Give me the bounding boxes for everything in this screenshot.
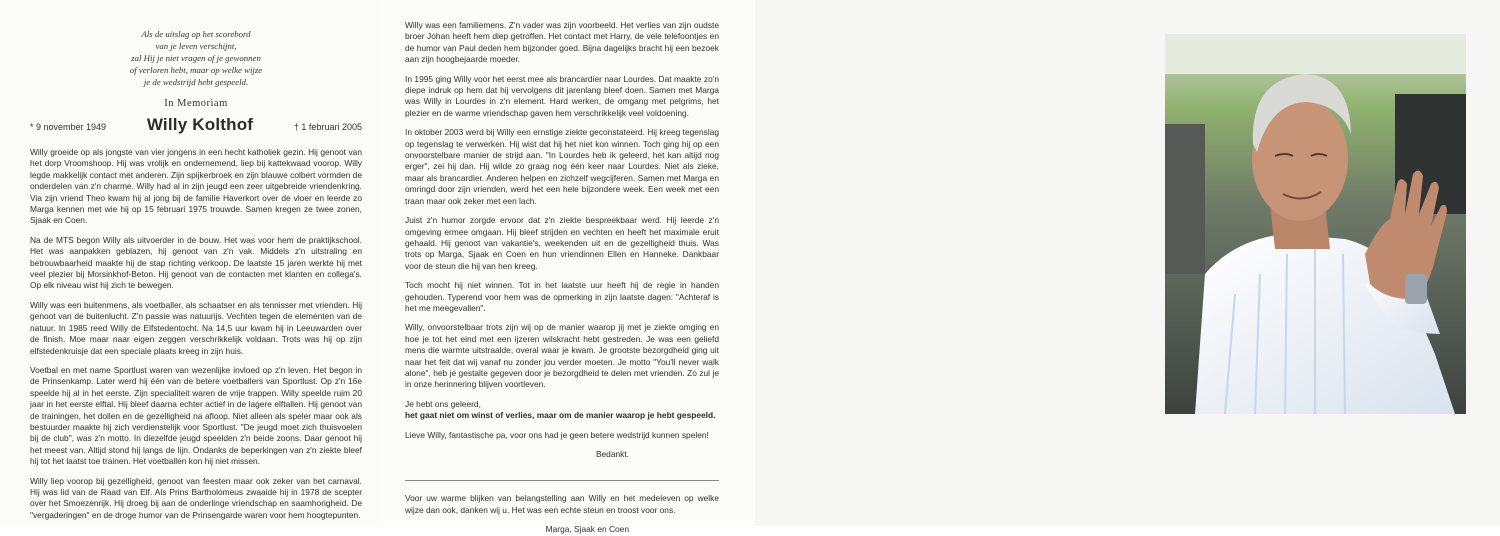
biography-paragraph: Voetbal en met name Sportlust waren van wezenlijke invloed op z'n leven. Het begon in de Prinsenkamp. Later werd hij één van de betere voetballers van Sportlust. Op z'n 16e speelde hij al in het eerste. Zijn specialiteit waren de vrije trappen. Willy speelde ruim 20 jaar in het eerste elftal. Hij bleef daarna echter actief in de lagere elftallen. Hij genoot van de trainingen, het dollen en de gezelligheid na afloop. Niet alleen als speler maar ook als bestuurder maakte hij zich verdienstelijk voor Sportlust. "De jeugd moet zich thuisvoelen bij de club", was z'n motto. In diezelfde jeugd speelden z'n beide zoons. Daar genoot hij het meest van. Altijd stond hij langs de lijn. Ondanks de beperkingen van z'n ziekte bleef hij tot het laatst toe trainen. Het voetballen kon hij niet missen. [30, 364, 362, 467]
poem-line: van je leven verschijnt, [155, 41, 237, 51]
poem [30, 28, 362, 88]
portrait-photo [1165, 34, 1466, 414]
photo-page [755, 0, 1500, 526]
biography-paragraph: Na de MTS begon Willy als uitvoerder in de bouw. Het was voor hem de praktijkschool. Het was aanpakken geblazen, hij genoot van z'n vak. Middels z'n uitstraling en betrouwbaarheid maakte hij de stap richting verkoop. De laatste 15 jaren werkte hij met veel plezier bij Morsinkhof-Beton. Hij genoot van de contacten met klanten en collega's. Op elk niveau wist hij zich te bewegen. [30, 234, 362, 291]
biography-paragraph: Willy, onvoorstelbaar trots zijn wij op de manier waarop jij met je ziekte omging en hoe je tot het eind met een ijzeren wilskracht hebt gestreden. Je was een geliefd mens die warmte uitstraalde, overal waar je kwam. Je grootste bezorgdheid ging uit naar het feit dat wij vanaf nu zonder jou verder moeten. Je motto "You'll never walk alone", heb je gestalte gegeven door je bezorgdheid te delen met vrienden. Zo zul je in onze herinnering blijven voortleven. [405, 322, 719, 390]
poem-line: zal Hij je niet vragen of je gewonnen [131, 53, 261, 63]
poem-line: je de wedstrijd hebt gespeeld. [143, 77, 249, 87]
family-signature: Marga, Sjaak en Coen [545, 524, 629, 535]
left-page [0, 0, 378, 526]
name-row [30, 115, 362, 135]
closing-line: Lieve Willy, fantastische pa, voor ons had je geen betere wedstrijd kunnen spelen! [405, 429, 709, 440]
middle-page [378, 0, 755, 535]
poem-line: Als de uitslag op het scorebord [141, 29, 251, 39]
in-memoriam-heading: In Memoriam [164, 98, 228, 109]
taught-line: Je hebt ons geleerd, [405, 398, 481, 409]
deceased-name: Willy Kolthof [146, 115, 254, 134]
biography-paragraph: Willy was een buitenmens, als voetballer, als schaatser en als tennisser met vrienden. Hij genoot van de buitenlucht. Z'n passie was natuurijs. Vechten tegen de elementen van de natuur. In 1985 reed Willy de Elfstedentocht. Na 14,5 uur kwam hij in Leeuwarden over de finish. Moe maar naar eigen zeggen verschrikkelijk voldaan. Trots was hij op zijn elfstedenkruisje dat een speciale plaats kreeg in zijn huis. [30, 299, 362, 356]
birth-date: * 9 november 1949 [30, 122, 107, 132]
motto-line: het gaat niet om winst of verlies, maar om de manier waarop je hebt gespeeld. [405, 410, 716, 421]
biography-paragraph: In 1995 ging Willy voor het eerst mee als brancardier naar Lourdes. Dat maakte zo'n diepe indruk op hem dat hij vervolgens dit jarenlang bleef doen. Samen met Marga was Willy in Lourdes in z'n element. Hard werken, de omgang met pelgrims, het plezier en de warme vriendschap gaven hem verschrikkelijk veel voldoening. [405, 73, 719, 118]
biography-paragraph: Willy liep voorop bij gezelligheid, genoot van feesten maar ook zeker van het carnaval. Hij was lid van de Raad van Elf. Als Prins Bartholomeus zwaaide hij in 1978 de scepter over het Smoezenrijk. Hij droeg bij aan de onderlinge vriendschap en saamhorigheid. De "vergaderingen" en de droge humor van de Prinsengarde waren voor hem hoogtepunten. [30, 475, 362, 520]
acknowledgement-text: Voor uw warme blijken van belangstelling aan Willy en het medeleven op welke wijze dan ook, danken wij u. Het was een echte steun en troost voor ons. [405, 493, 719, 515]
poem-line: of verloren hebt, maar op welke wijze [129, 65, 263, 75]
divider [405, 480, 719, 481]
biography-paragraph: Juist z'n humor zorgde ervoor dat z'n ziekte bespreekbaar werd. Hij leerde z'n omgeving ermee omgaan. Hij bleef strijden en vechten en heeft het maximale eruit gehaald. Hij genoot van vakantie's, weekenden uit en de gezelligheid thuis. Was trots op Marga, Sjaak en Coen en hun vriendinnen Ellen en Hanneke. Dankbaar voor de steun die hij van hen kreeg. [405, 215, 719, 271]
biography-paragraph: In oktober 2003 werd bij Willy een ernstige ziekte geconstateerd. Hij kreeg tegenslag op tegenslag te verwerken. Hij wist dat hij het niet kon winnen. Toch ging hij op een onvoorstelbare manier de strijd aan. "In Lourdes heb ik geleerd, het kan altijd nog erger", zei hij dan. Hij wilde zo graag nog één keer naar Lourdes. Niet als zieke, maar als brancardier. Anderen helpen en zichzelf wegcijferen. Samen met Marga en omringd door zijn vrienden, werd het een hele bijzondere week. Een week met een traan maar ook zeker met een lach. [405, 127, 719, 206]
death-date: † 1 februari 2005 [293, 122, 362, 132]
biography-paragraph: Toch mocht hij niet winnen. Tot in het laatste uur heeft hij de regie in handen gehouden. Typerend voor hem was de opmerking in zijn laatste dagen: "Achteraf is het me meegevallen". [405, 280, 719, 313]
biography-paragraph: Willy was een familiemens. Z'n vader was zijn voorbeeld. Het verlies van zijn oudste broer Johan heeft hem diep getroffen. Het contact met Harry, de vele telefoontjes en de humor van Paul deden hem bijzonder goed. Bijna dagelijks bracht hij een bezoek aan zijn hoogbejaarde moeder. [405, 20, 719, 65]
thanks-line: Bedankt. [595, 449, 629, 459]
biography-paragraph: Willy groeide op als jongste van vier jongens in een hecht katholiek gezin. Hij genoot van het dorp Vroomshoop. Hij was vrolijk en ondernemend, liep bij kattekwaad voorop. Willy legde makkelijk contact met anderen. Zijn spijkerbroek en zijn blauwe colbert vormden de onderdelen van z'n charme. Willy had al in zijn jeugd een zeer uitgebreide vriendenkring. Via zijn vriend Theo kwam hij al jong bij de familie Haverkort over de vloer en leerde zo Marga kennen met wie hij op 15 februari 1975 trouwde. Samen kregen ze twee zonen, Sjaak en Coen. [30, 147, 362, 226]
